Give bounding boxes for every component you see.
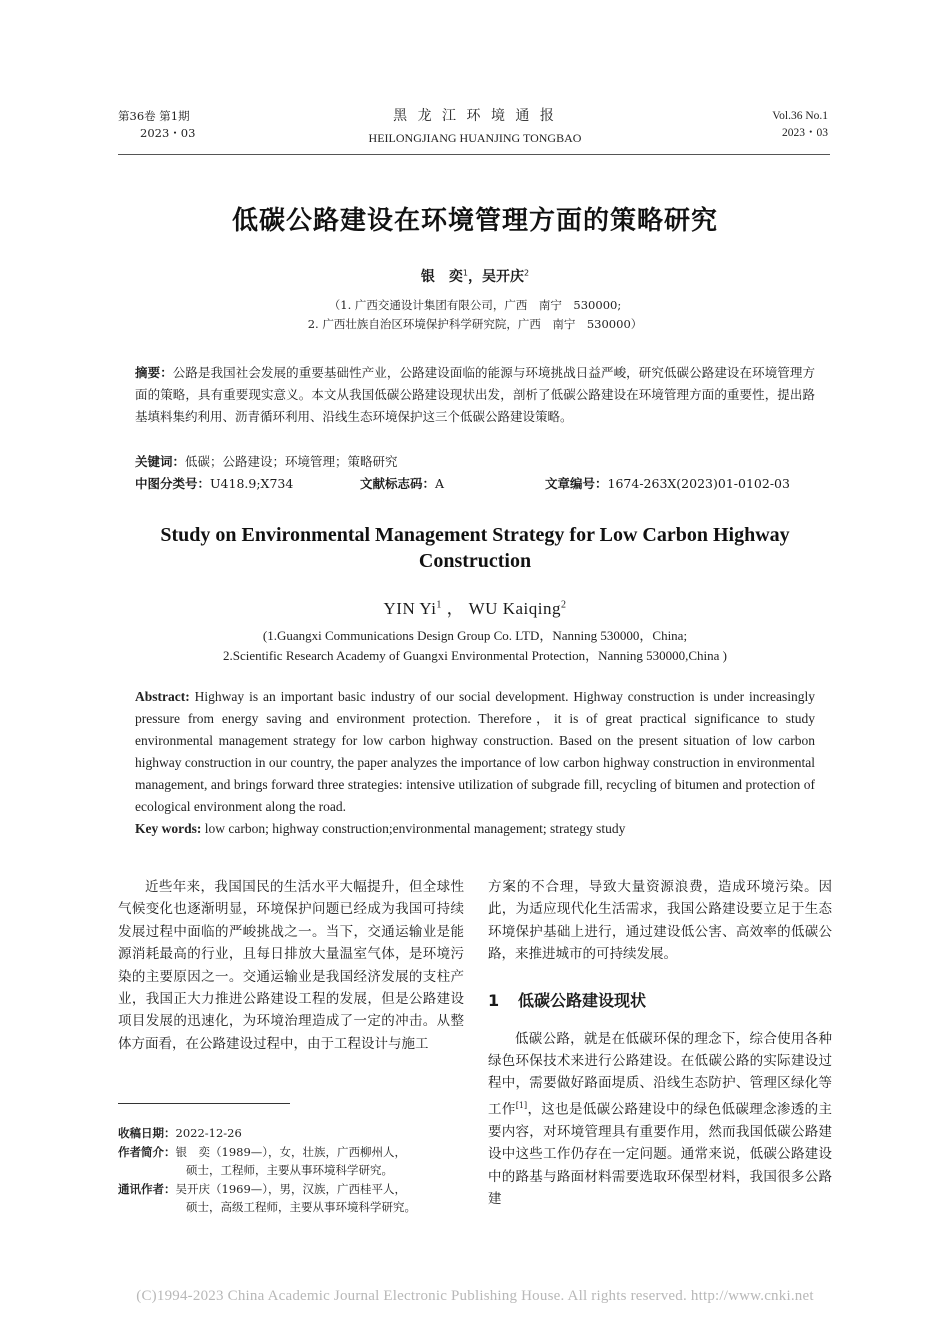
abstract-label-cn: 摘要： (135, 365, 173, 380)
footnote-rule (118, 1103, 290, 1104)
intro-paragraph: 近些年来，我国国民的生活水平大幅提升，但全球性气候变化也逐渐明显，环境保护问题已经成为我国可持续发展过程中面临的严峻挑战之一。当下，交通运输业是能源消耗最高的行业，且每日排放大量温室气体，是环境污染的主要原因之一。交通运输业是我国经济发展的支柱产业，我国正大力推进公路建设工程的发展，但是公路建设项目发展的迅速化，为环境治理造成了一定的冲击。从整体方面看，在公路建设过程中，由于工程设计与施工 (118, 879, 464, 1052)
footnotes (118, 1124, 478, 1217)
doc-code (360, 474, 444, 494)
citation-1: [1] (515, 1100, 528, 1110)
clc-value: U418.9;X734 (210, 476, 294, 491)
abstract-text-en: Highway is an important basic industry of our social development. Highway construction is under increasingly pressure from energy saving and environment protection. Therefore，it is of great practical significance to study environmental management strategy for low carbon highway construction. Based on the present situation of low carbon highway construction in our country, the paper analyzes the importance of low carbon highway construction in environmental management, and brings forward three strategies: intensive utilization of subgrade fill, recycling of bitumen and protection of ecological environment along the road. (135, 689, 816, 814)
author-1-en-sup: 1 (436, 599, 442, 611)
bio-line-1: 银 奕（1989—），女，壮族，广西柳州人， (175, 1144, 407, 1159)
keywords-cn (135, 452, 398, 472)
keywords-label-en: Key words: (135, 821, 202, 836)
affiliations-cn (0, 296, 950, 334)
affiliation-1-cn: （1. 广西交通设计集团有限公司，广西 南宁 530000; (328, 298, 622, 312)
author-2-sup: 2 (524, 268, 530, 278)
header-volume-en (772, 108, 828, 142)
article-number-value: 1674-263X(2023)01-0102-03 (607, 476, 790, 491)
corresponding-line-1: 吴开庆（1969—），男，汉族，广西桂平人， (175, 1181, 407, 1196)
authors-cn (0, 266, 950, 286)
author-bio (118, 1143, 478, 1162)
volume-issue-cn: 第36卷 第1期 (118, 109, 190, 123)
intro-paragraph-continued: 方案的不合理，导致大量资源浪费，造成环境污染。因此，为适应现代化生活需求，我国公路建设要立足于生态环境保护基础上进行，通过建设低公害、高效率的低碳公路，来推进城市的可持续发展。 (488, 879, 832, 963)
received-date (118, 1124, 478, 1143)
section-1-heading (488, 990, 832, 1012)
author-2-en-sup: 2 (560, 599, 567, 611)
abstract-label-en: Abstract: (135, 689, 190, 704)
bio-line-2: 硕士，工程师，主要从事环境科学研究。 (186, 1163, 393, 1177)
article-number (545, 474, 790, 494)
author-1-en: YIN Yi (383, 599, 437, 618)
keywords-en (135, 818, 625, 840)
date-en: 2023・03 (782, 127, 828, 139)
author-separator: ， (468, 269, 482, 285)
corresponding-label: 通讯作者： (118, 1181, 176, 1196)
section-1-title: 低碳公路建设现状 (518, 990, 647, 1010)
keywords-text-cn: 低碳；公路建设；环境管理；策略研究 (185, 454, 398, 469)
clc-code (135, 474, 293, 494)
date-cn: 2023・03 (140, 126, 196, 140)
corresponding-author (118, 1180, 478, 1199)
corresponding-line-2: 硕士，高级工程师，主要从事环境科学研究。 (186, 1200, 416, 1214)
article-number-label: 文章编号： (545, 476, 608, 491)
journal-name-cn: 黑 龙 江 环 境 通 报 (393, 108, 557, 124)
body-column-left (118, 876, 464, 1055)
affiliation-2-en: 2.Scientific Research Academy of Guangxi Environmental Protection，Nanning 530000,China ) (223, 648, 727, 663)
bio-label: 作者简介： (118, 1144, 176, 1159)
section-1-paragraph (488, 1028, 832, 1211)
received-label: 收稿日期： (118, 1126, 176, 1140)
abstract-cn (135, 362, 815, 428)
author-1-cn: 银 奕 (420, 269, 463, 285)
volume-issue-en: Vol.36 No.1 (772, 110, 828, 122)
body-column-right (488, 876, 832, 1210)
journal-name-en: HEILONGJIANG HUANJING TONGBAO (368, 131, 582, 145)
keywords-label-cn: 关键词： (135, 454, 186, 469)
authors-en (0, 594, 950, 619)
author-1-sup: 1 (462, 268, 468, 278)
author-2-en: WU Kaiqing (468, 599, 561, 618)
copyright-notice: (C)1994-2023 China Academic Journal Electronic Publishing House. All rights reserved. http://www.cnki.net (136, 1288, 814, 1304)
doc-label: 文献标志码： (360, 476, 436, 491)
abstract-en (135, 686, 815, 818)
affiliations-en (0, 626, 950, 666)
affiliation-1-en: (1.Guangxi Communications Design Group Co. LTD，Nanning 530000，China; (262, 628, 688, 643)
header-rule (118, 154, 830, 155)
keywords-text-en: low carbon; highway construction;environmental management; strategy study (204, 821, 626, 836)
section-1-text-a: 低碳公路，就是在低碳环保的理念下，综合使用各种绿色环保技术来进行公路建设。在低碳公路的实际建设过程中，需要做好路面堤质、沿线生态防护、管理区绿化等工作 (488, 1030, 832, 1118)
received-value: 2022-12-26 (175, 1126, 242, 1140)
author-2-cn: 吴开庆 (482, 269, 524, 285)
abstract-text-cn: 公路是我国社会发展的重要基础性产业，公路建设面临的能源与环境挑战日益严峻，研究低碳公路建设在环境管理方面的策略，具有重要现实意义。本文从我国低碳公路建设现状出发，剖析了低碳公路建设在环境管理方面的重要性，提出路基填料集约利用、沥青循环利用、沿线生态环境保护这三个低碳公路建设策略。 (135, 365, 815, 424)
section-1-number: 1 (488, 990, 500, 1010)
article-title-cn: 低碳公路建设在环境管理方面的策略研究 (231, 206, 718, 236)
article-title-en: Study on Environmental Management Strategy for Low Carbon Highway Construction (160, 524, 790, 572)
author-separator-en: ， (446, 599, 465, 618)
section-1-text-b: ，这也是低碳公路建设中的绿色低碳理念渗透的主要内容，对环境管理具有重要作用，然而我国低碳公路建设中这些工作仍存在一定问题。通常来说，低碳公路建设中的路基与路面材料需要选取环保型材料，我国很多公路建 (488, 1101, 833, 1207)
doc-value: A (435, 476, 445, 491)
affiliation-2-cn: 2. 广西壮族自治区环境保护科学研究院，广西 南宁 530000） (307, 317, 643, 331)
clc-label: 中图分类号： (135, 476, 211, 491)
